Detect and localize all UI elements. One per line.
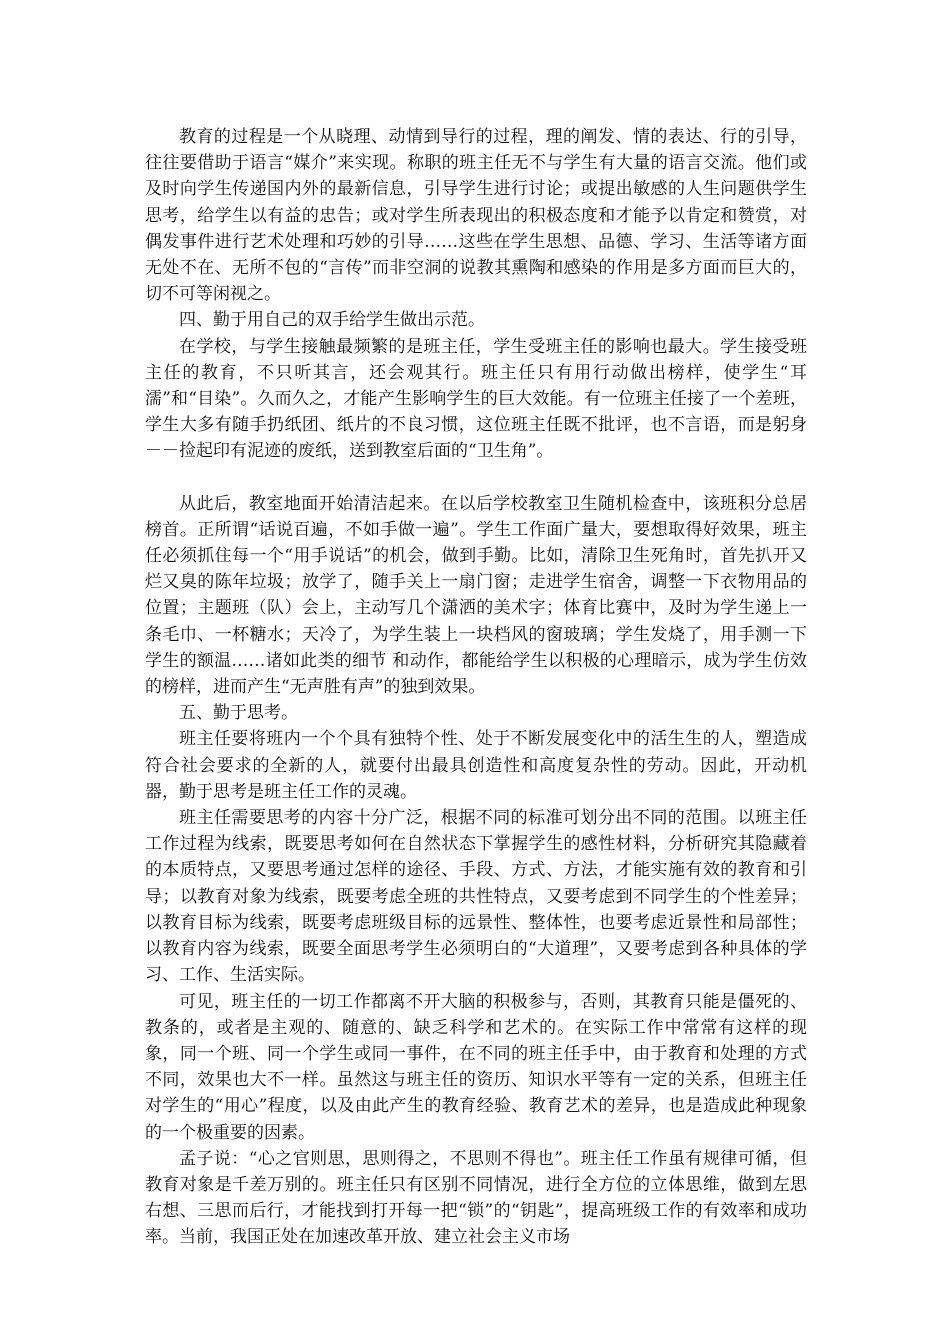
paragraph-thinking-scope: 班主任需要思考的内容十分广泛，根据不同的标准可划分出不同的范围。以班主任工作过程为线索，既要思考如何在自然状态下掌握学生的感性材料，分析研究其隐藏着的本质特点，又要思考通过怎样的途径、手段、方式、方法，才能实施有效的教育和引导；以教育对象为线索，既要考虑全班的共性特点，又要考虑到不同学生的个性差异；以教育目标为线索，既要考虑班级目标的远景性、整体性，也要考虑近景性和局部性；以教育内容为线索，既要全面思考学生必须明白的“大道理”，又要考虑到各种具体的学习、工作、生活实际。 bbox=[145, 808, 807, 986]
paragraph-language-media: 教育的过程是一个从晓理、动情到导行的过程，理的阐发、情的表达、行的引导，往往要借助于语言“媒介”来实现。称职的班主任无不与学生有大量的语言交流。他们或及时向学生传递国内外的最新信息，引导学生进行讨论；或提出敏感的人生问题供学生思考，给学生以有益的忠告；或对学生所表现出的积极态度和才能予以肯定和赞赏，对偶发事件进行艺术处理和巧妙的引导……这些在学生思想、品德、学习、生活等诸方面无处不在、无所不包的“言传”而非空洞的说教其熏陶和感染的作用是多方面而巨大的，切不可等闲视之。 bbox=[145, 127, 807, 305]
heading-section-four: 四、勤于用自己的双手给学生做出示范。 bbox=[179, 310, 485, 331]
heading-section-five: 五、勤于思考。 bbox=[179, 703, 298, 724]
paragraph-hand-speaking: 从此后，教室地面开始清洁起来。在以后学校教室卫生随机检查中，该班积分总居榜首。正所谓“话说百遍，不如手做一遍”。学生工作面广量大，要想取得好效果，班主任必须抓住每一个“用手说话”的机会，做到手勤。比如，清除卫生死角时，首先扒开又烂又臭的陈年垃圾；放学了，随手关上一扇门窗；走进学生宿舍，调整一下衣物用品的位置；主题班（队）会上，主动写几个潇洒的美术字；体育比赛中，及时为学生递上一条毛巾、一杯糖水；天冷了，为学生装上一块档风的窗玻璃；学生发烧了，用手测一下学生的额温……诸如此类的细节 和动作，都能给学生以积极的心理暗示，成为学生仿效的榜样，进而产生“无声胜有声”的独到效果。 bbox=[145, 493, 807, 698]
paragraph-brain-participation: 可见，班主任的一切工作都离不开大脑的积极参与，否则，其教育只能是僵死的、教条的，或者是主观的、随意的、缺乏科学和艺术的。在实际工作中常常有这样的现象，同一个班、同一个学生或同一事件，在不同的班主任手中，由于教育和处理的方式不同，效果也大不一样。虽然这与班主任的资历、知识水平等有一定的关系，但班主任对学生的“用心”程度，以及由此产生的教育经验、教育艺术的差异，也是造成此种现象的一个极重要的因素。 bbox=[145, 991, 807, 1143]
paragraph-teacher-example: 在学校，与学生接触最频繁的是班主任，学生受班主任的影响也最大。学生接受班主任的教育，不只听其言，还会观其行。班主任只有用行动做出榜样，使学生“耳濡”和“目染”。久而久之，才能产生影响学生的巨大效能。有一位班主任接了一个差班，学生大多有随手扔纸团、纸片的不良习惯，这位班主任既不批评，也不言语，而是躬身－－捡起印有泥迹的废纸，送到教室后面的“卫生角”。 bbox=[145, 336, 807, 462]
document-body bbox=[145, 124, 807, 1251]
paragraph-creative-labor: 班主任要将班内一个个具有独特个性、处于不断发展变化中的活生生的人，塑造成符合社会要求的全新的人，就要付出最具创造性和高度复杂性的劳动。因此，开动机器，勤于思考是班主任工作的灵魂。 bbox=[145, 729, 807, 802]
paragraph-mencius-quote: 孟子说：“心之官则思，思则得之，不思则不得也”。班主任工作虽有规律可循，但教育对象是千差万别的。班主任只有区别不同情况，进行全方位的立体思维，做到左思右想、三思而后行，才能找到打开每一把“锁”的“钥匙”，提高班级工作的有效率和成功率。当前，我国正处在加速改革开放、建立社会主义市场 bbox=[145, 1148, 807, 1248]
